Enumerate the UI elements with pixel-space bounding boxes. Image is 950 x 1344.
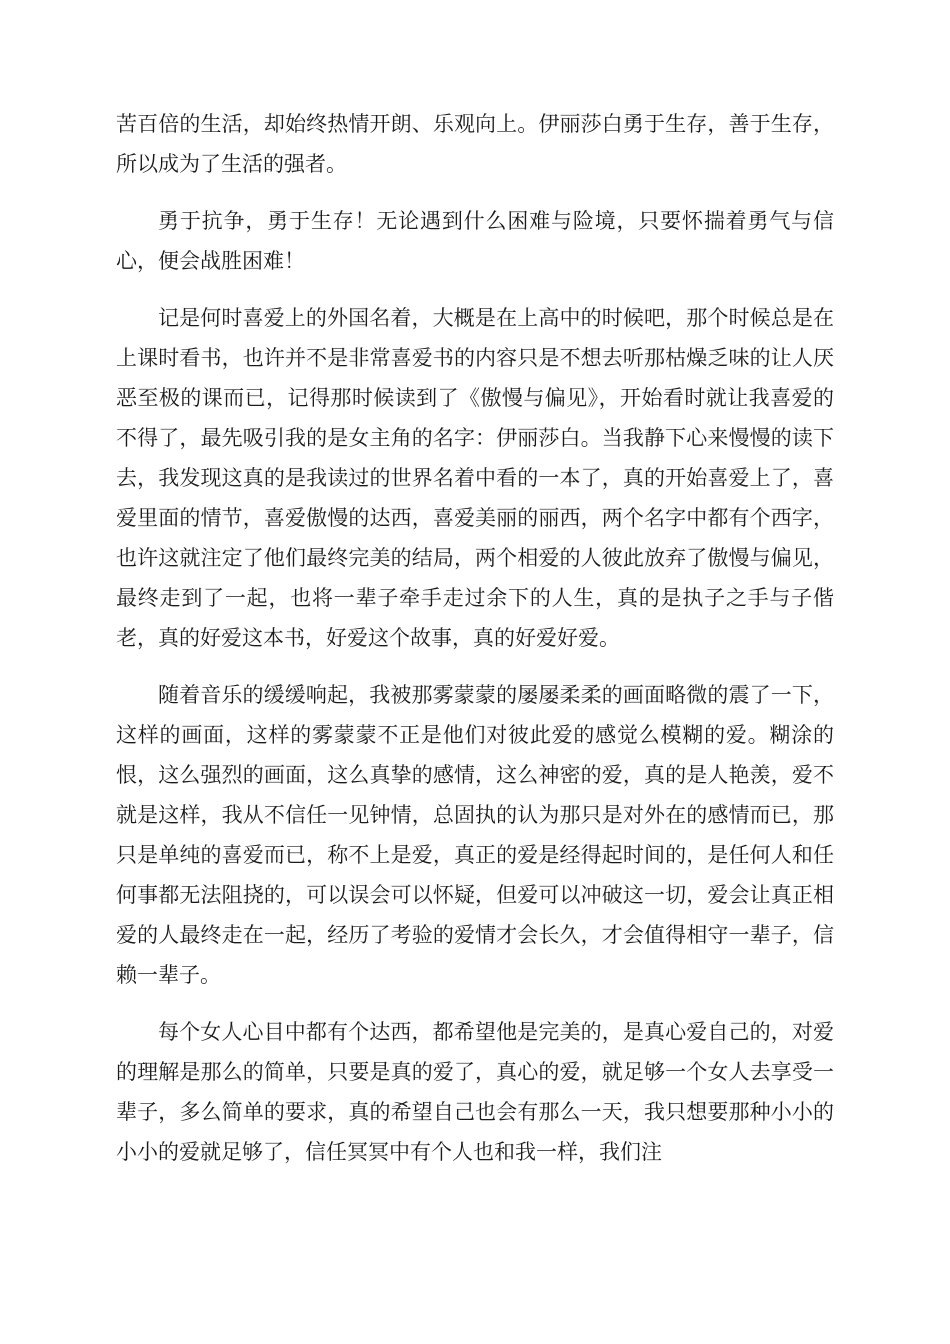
document-body	[116, 104, 834, 1189]
paragraph-3: 记是何时喜爱上的外国名着，大概是在上高中的时候吧，那个时候总是在上课时看书，也许并不是非常喜爱书的内容只是不想去听那枯燥乏味的让人厌恶至极的课而已，记得那时候读到了《傲慢与偏见》，开始看时就让我喜爱的不得了，最先吸引我的是女主角的名字：伊丽莎白。当我静下心来慢慢的读下去，我发现这真的是我读过的世界名着中看的一本了，真的开始喜爱上了，喜爱里面的情节，喜爱傲慢的达西，喜爱美丽的丽西，两个名字中都有个西字，也许这就注定了他们最终完美的结局，两个相爱的人彼此放弃了傲慢与偏见，最终走到了一起，也将一辈子牵手走过余下的人生，真的是执子之手与子偕老，真的好爱这本书，好爱这个故事，真的好爱好爱。	[116, 306, 834, 650]
paragraph-5: 每个女人心目中都有个达西，都希望他是完美的，是真心爱自己的，对爱的理解是那么的简单，只要是真的爱了，真心的爱，就足够一个女人去享受一辈子，多么简单的要求，真的希望自己也会有那么一天，我只想要那种小小的小小的爱就足够了，信任冥冥中有个人也和我一样，我们注	[116, 1020, 834, 1164]
paragraph-1: 苦百倍的生活，却始终热情开朗、乐观向上。伊丽莎白勇于生存，善于生存，所以成为了生活的强者。	[116, 112, 834, 176]
paragraph-4: 随着音乐的缓缓响起，我被那雾蒙蒙的屡屡柔柔的画面略微的震了一下，这样的画面，这样的雾蒙蒙不正是他们对彼此爱的感觉么模糊的爱。糊涂的恨，这么强烈的画面，这么真挚的感情，这么神密的爱，真的是人艳羡，爱不就是这样，我从不信任一见钟情，总固执的认为那只是对外在的感情而已，那只是单纯的喜爱而已，称不上是爱，真正的爱是经得起时间的，是任何人和任何事都无法阻挠的，可以误会可以怀疑，但爱可以冲破这一切，爱会让真正相爱的人最终走在一起，经历了考验的爱情才会长久，才会值得相守一辈子，信赖一辈子。	[116, 683, 834, 987]
paragraph-2: 勇于抗争，勇于生存！无论遇到什么困难与险境，只要怀揣着勇气与信心，便会战胜困难！	[116, 209, 834, 273]
